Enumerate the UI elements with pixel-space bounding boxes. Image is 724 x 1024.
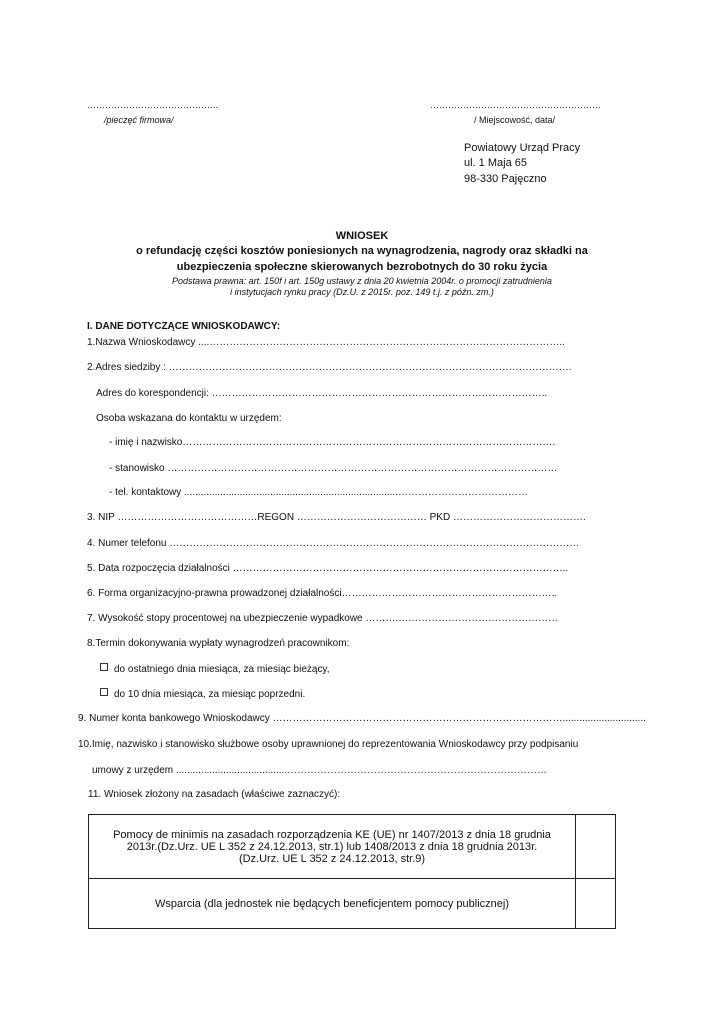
field-bank-account[interactable]: 9. Numer konta bankowego Wnioskodawcy …………………………………………………………………………….............................. (78, 713, 646, 724)
field-contact-position[interactable]: - stanowisko ……………………………………………………………………………………………………… (109, 463, 558, 474)
place-date-label: / Miejscowość, data/ (474, 115, 556, 125)
de-minimis-line-3: (Dz.Urz. UE L 352 z 24.12.2013, str.9) (238, 852, 426, 865)
support-check-cell[interactable] (576, 879, 616, 929)
representative-label: 10.Imię, nazwisko i stanowisko służbowe osoby uprawnionej do reprezentowania Wnioskodawcy przy podpisaniu (78, 739, 579, 750)
document-subtitle-line-2: ubezpieczenia społeczne skierowanych bezrobotnych do 30 roku życia (176, 261, 548, 273)
legal-basis-line-1: Podstawa prawna: art. 150f i art. 150g ustawy z dnia 20 kwietnia 2004r. o promocji zatrudnienia (172, 276, 552, 286)
field-start-date[interactable]: 5. Data rozpoczęcia działalności ……………………………………………………………………………………….. (87, 563, 569, 574)
field-nip-regon-pkd[interactable]: 3. NIP ……………………………………REGON ………………………………… PKD …………………………………. (87, 512, 586, 523)
option-10th-day-label: do 10 dnia miesiąca, za miesiąc poprzedni. (114, 689, 306, 700)
basis-selection-label: 11. Wniosek złożony na zasadach (właściwe zaznaczyć): (88, 789, 341, 800)
recipient-line-2: ul. 1 Maja 65 (464, 157, 527, 169)
option-10th-day[interactable] (100, 688, 305, 700)
field-phone-number[interactable]: 4. Numer telefonu …………………………………………………………………………………………………………… (87, 538, 580, 549)
support-line: Wsparcia (dla jednostek nie będących beneficjentem pomocy publicznej) (154, 897, 510, 910)
place-date-dots[interactable]: ………………………………………………… (430, 100, 601, 110)
field-headquarters-address[interactable]: 2.Adres siedziby : …………………………………………………………………………………………………………. (87, 362, 572, 373)
de-minimis-check-cell[interactable] (576, 815, 616, 879)
document-subtitle-line-1: o refundację części kosztów poniesionych na wynagrodzenia, nagrody oraz składki na (136, 245, 588, 257)
de-minimis-line-1: Pomocy de minimis na zasadach rozporządzenia KE (UE) nr 1407/2013 z dnia 18 grudnia (113, 828, 551, 841)
support-description (89, 879, 576, 929)
aid-basis-table (88, 814, 616, 929)
field-correspondence-address[interactable]: Adres do korespondencji: ……………………………………………………………………………………….. (96, 388, 548, 399)
contact-person-label: Osoba wskazana do kontaktu w urzędem: (96, 413, 282, 424)
checkbox-10th-day[interactable] (100, 688, 108, 696)
checkbox-end-of-month[interactable] (100, 663, 108, 671)
field-representative[interactable]: umowy z urzędem ........................................…………………………………………………………………… (92, 765, 548, 776)
stamp-label: /pieczęć firmowa/ (104, 115, 174, 125)
de-minimis-line-2: 2013r.(Dz.Urz. UE L 352 z 24.12.2013, str.1) lub 1408/2013 z dnia 18 grudnia 2013r. (126, 840, 538, 853)
legal-basis-line-2: i instytucjach rynku pracy (Dz.U. z 2015r. poz. 149 t.j. z późn. zm.) (230, 287, 494, 297)
document-title: WNIOSEK (335, 230, 389, 242)
option-end-of-month-label: do ostatniego dnia miesiąca, za miesiąc bieżący, (114, 664, 330, 675)
option-end-of-month[interactable] (100, 663, 329, 675)
recipient-line-3: 98-330 Pajęczno (464, 173, 547, 185)
field-legal-form[interactable]: 6. Forma organizacyjno-prawna prowadzonej działalności……………………………………………………….. (87, 588, 558, 599)
field-applicant-name[interactable]: 1.Nazwa Wnioskodawcy ....…………………………………………………………………………………………….. (87, 337, 565, 348)
field-contact-name[interactable]: - imię i nazwisko…………………………………………………………………………………………………. (109, 437, 556, 448)
stamp-dots[interactable]: …………………………………….. (87, 100, 219, 110)
salary-payment-term-label: 8.Termin dokonywania wypłaty wynagrodzeń pracownikom: (87, 638, 350, 649)
de-minimis-description (89, 815, 576, 879)
recipient-line-1: Powiatowy Urząd Pracy (464, 142, 581, 154)
field-contact-phone[interactable]: - tel. kontaktowy .............................................................................………………………………… (109, 487, 528, 498)
field-accident-insurance-rate[interactable]: 7. Wysokość stopy procentowej na ubezpieczenie wypadkowe ……….………………………………………… (87, 613, 559, 624)
section-1-heading: I. DANE DOTYCZĄCE WNIOSKODAWCY: (87, 321, 281, 332)
table-row-de-minimis (89, 815, 616, 879)
table-row-support (89, 879, 616, 929)
